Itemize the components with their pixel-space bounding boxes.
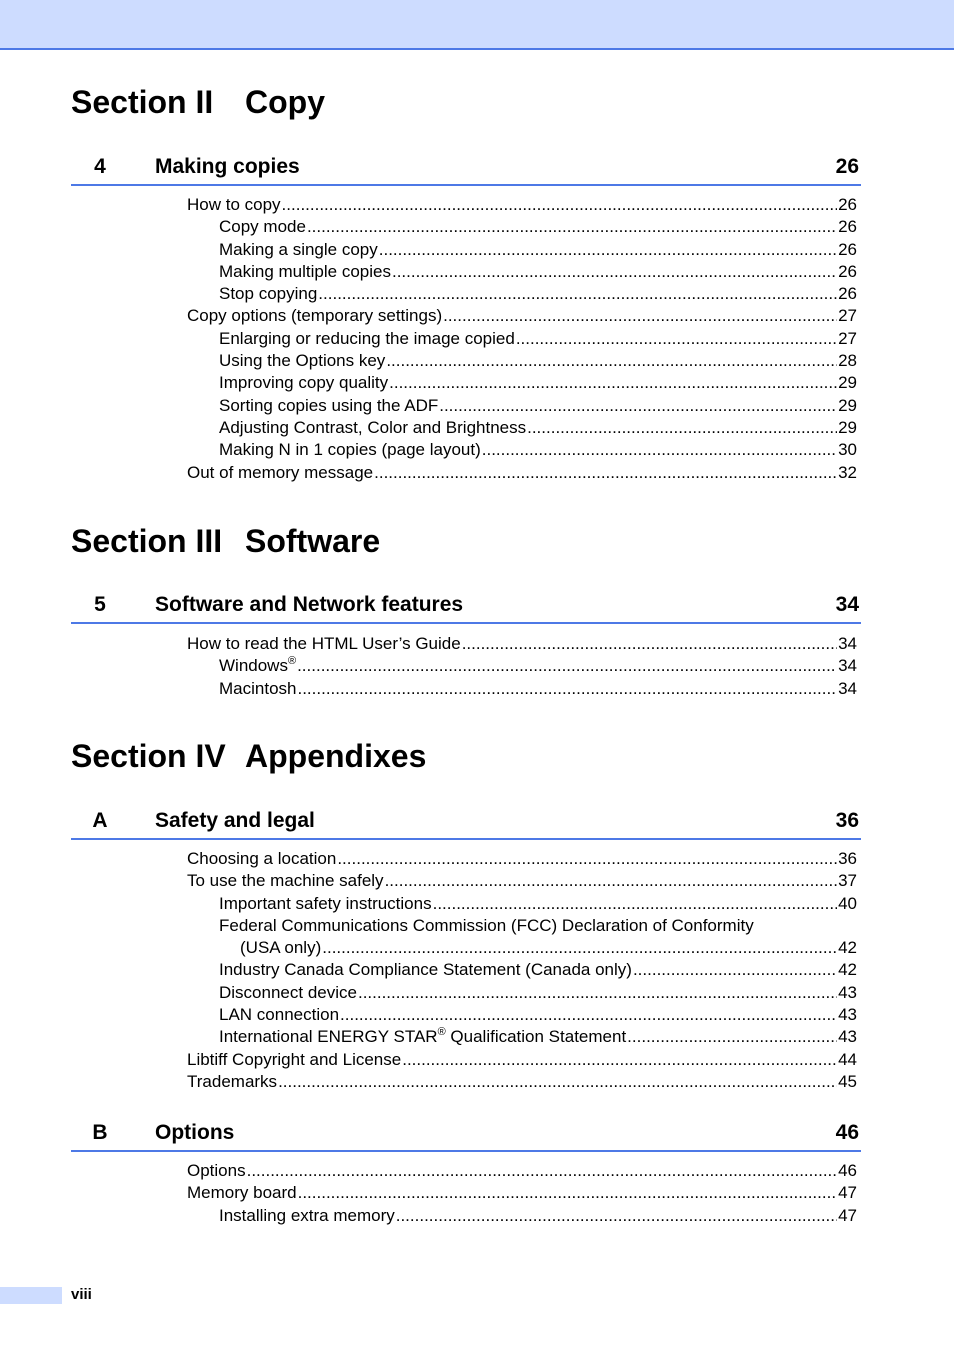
toc-entry-title: Using the Options key bbox=[219, 351, 386, 371]
toc-entry-page: 29 bbox=[838, 373, 857, 393]
dot-leader bbox=[402, 1049, 837, 1071]
toc-entry-title bbox=[219, 1026, 626, 1048]
toc-entry[interactable] bbox=[0, 982, 954, 1004]
toc-entry-title: Making multiple copies bbox=[219, 261, 391, 281]
toc-entry[interactable] bbox=[0, 305, 954, 327]
chapter-title: Options bbox=[155, 1121, 235, 1144]
header-band bbox=[0, 0, 954, 50]
section-title: Copy bbox=[245, 84, 325, 120]
toc-entry-page: 29 bbox=[838, 395, 857, 415]
dot-leader bbox=[379, 239, 837, 261]
dot-leader bbox=[282, 194, 838, 216]
toc-entry[interactable] bbox=[0, 216, 954, 238]
chapter-title: Making copies bbox=[155, 155, 300, 178]
toc-entry[interactable] bbox=[0, 283, 954, 305]
dot-leader bbox=[247, 1160, 837, 1182]
toc-entry-page: 36 bbox=[838, 849, 857, 868]
toc-entry[interactable] bbox=[0, 194, 954, 216]
toc-entry-page: 44 bbox=[838, 1049, 857, 1069]
toc-list bbox=[0, 194, 954, 484]
toc-entry-page: 34 bbox=[838, 634, 857, 653]
toc-entry[interactable] bbox=[0, 372, 954, 394]
chapter-heading bbox=[71, 808, 861, 840]
dot-leader bbox=[298, 1182, 837, 1204]
toc-entry-title: (USA only) bbox=[240, 938, 322, 958]
toc-entry-page: 26 bbox=[838, 195, 857, 214]
dot-leader bbox=[633, 959, 837, 981]
toc-entry[interactable] bbox=[0, 328, 954, 350]
dot-leader bbox=[337, 848, 837, 870]
toc-entry-page: 47 bbox=[838, 1205, 857, 1225]
toc-entry[interactable] bbox=[0, 633, 954, 655]
toc-entry-text: International ENERGY STAR bbox=[219, 1027, 438, 1047]
toc-entry-title: Industry Canada Compliance Statement (Canada only) bbox=[219, 960, 632, 980]
toc-entry-text: Windows bbox=[219, 656, 288, 676]
dot-leader bbox=[358, 982, 837, 1004]
toc-entry-title: Improving copy quality bbox=[219, 373, 389, 393]
toc-entry-page: 42 bbox=[838, 938, 857, 958]
toc-entry-title: Sorting copies using the ADF bbox=[219, 395, 439, 415]
toc-entry-title: LAN connection bbox=[219, 1005, 340, 1025]
toc-entry[interactable] bbox=[0, 848, 954, 870]
toc-entry-title: Important safety instructions bbox=[219, 893, 432, 913]
toc-entry-text-after: Qualification Statement bbox=[445, 1027, 627, 1047]
chapter-title: Software and Network features bbox=[155, 593, 464, 616]
toc-entry-title: Copy mode bbox=[219, 217, 306, 237]
toc-entry[interactable] bbox=[0, 1071, 954, 1093]
dot-leader bbox=[297, 678, 837, 700]
section-number: Section IV bbox=[71, 738, 226, 774]
section-title: Software bbox=[245, 523, 381, 559]
dot-leader bbox=[297, 655, 837, 677]
dot-leader bbox=[389, 372, 837, 394]
toc-entry-title: Making N in 1 copies (page layout) bbox=[219, 440, 481, 460]
toc-entry-page: 43 bbox=[838, 1027, 857, 1047]
chapter-title: Safety and legal bbox=[155, 809, 315, 832]
dot-leader bbox=[482, 439, 837, 461]
toc-entry-page: 37 bbox=[838, 871, 857, 891]
toc-entry[interactable] bbox=[0, 870, 954, 892]
dot-leader bbox=[385, 870, 838, 892]
section-heading bbox=[71, 86, 325, 118]
toc-entry[interactable] bbox=[0, 915, 954, 937]
toc-entry-title: How to read the HTML User’s Guide bbox=[187, 634, 461, 653]
toc-entry-page: 26 bbox=[838, 239, 857, 259]
toc-entry-title: Stop copying bbox=[219, 284, 318, 304]
toc-entry-page: 32 bbox=[838, 462, 857, 482]
toc-entry-page: 45 bbox=[838, 1071, 857, 1091]
toc-list bbox=[0, 633, 954, 700]
toc-entry[interactable] bbox=[0, 239, 954, 261]
dot-leader bbox=[462, 633, 837, 655]
toc-entry[interactable] bbox=[0, 678, 954, 700]
section-number: Section III bbox=[71, 523, 223, 559]
toc-entry-title: Making a single copy bbox=[219, 239, 378, 259]
chapter-page: 34 bbox=[835, 593, 859, 616]
toc-entry-page: 27 bbox=[838, 328, 857, 348]
toc-entry-title bbox=[219, 655, 296, 677]
toc-entry-page: 40 bbox=[838, 893, 857, 913]
chapter-page: 26 bbox=[835, 155, 859, 178]
chapter-number: B bbox=[92, 1121, 108, 1144]
toc-entry-title: Options bbox=[187, 1161, 246, 1180]
toc-entry-page: 28 bbox=[838, 351, 857, 371]
dot-leader bbox=[392, 261, 837, 283]
toc-entry-page: 46 bbox=[838, 1161, 857, 1180]
toc-list bbox=[0, 1160, 954, 1227]
dot-leader bbox=[439, 395, 837, 417]
chapter-page: 36 bbox=[835, 809, 859, 832]
toc-entry-title: To use the machine safely bbox=[187, 871, 384, 891]
toc-entry-title: Out of memory message bbox=[187, 462, 374, 482]
toc-entry[interactable] bbox=[0, 1004, 954, 1026]
dot-leader bbox=[627, 1026, 837, 1048]
section-title: Appendixes bbox=[245, 738, 427, 774]
toc-entry-page: 29 bbox=[838, 417, 857, 437]
toc-entry-title: Copy options (temporary settings) bbox=[187, 306, 443, 326]
section-number: Section II bbox=[71, 84, 214, 120]
dot-leader bbox=[307, 216, 837, 238]
dot-leader bbox=[516, 328, 837, 350]
toc-entry-title: Libtiff Copyright and License bbox=[187, 1049, 402, 1069]
toc-entry-title: Adjusting Contrast, Color and Brightness bbox=[219, 417, 527, 437]
dot-leader bbox=[443, 305, 837, 327]
dot-leader bbox=[374, 462, 837, 484]
chapter-page: 46 bbox=[835, 1121, 859, 1144]
toc-entry[interactable] bbox=[0, 1160, 954, 1182]
toc-entry[interactable] bbox=[0, 937, 954, 959]
section-heading bbox=[71, 740, 426, 772]
toc-entry-page: 26 bbox=[838, 261, 857, 281]
section-heading bbox=[71, 525, 380, 557]
toc-entry-title: How to copy bbox=[187, 195, 281, 214]
toc-entry-page: 27 bbox=[838, 306, 857, 326]
toc-entry[interactable] bbox=[0, 395, 954, 417]
toc-entry[interactable] bbox=[0, 462, 954, 484]
toc-entry[interactable] bbox=[0, 350, 954, 372]
footer-tab bbox=[0, 1287, 62, 1304]
toc-entry-title: Choosing a location bbox=[187, 849, 337, 868]
dot-leader bbox=[396, 1205, 837, 1227]
toc-entry-page: 47 bbox=[838, 1183, 857, 1203]
toc-entry-page: 34 bbox=[838, 678, 857, 698]
toc-entry[interactable] bbox=[0, 1049, 954, 1071]
registered-mark: ® bbox=[437, 1026, 446, 1039]
toc-entry[interactable] bbox=[0, 1205, 954, 1227]
dot-leader bbox=[527, 417, 837, 439]
toc-entry[interactable] bbox=[0, 959, 954, 981]
toc-entry-title: Disconnect device bbox=[219, 982, 357, 1002]
toc-entry[interactable] bbox=[0, 417, 954, 439]
toc-entry[interactable] bbox=[0, 893, 954, 915]
toc-entry-page: 43 bbox=[838, 1005, 857, 1025]
toc-entry-page: 34 bbox=[838, 656, 857, 676]
toc-entry[interactable] bbox=[0, 655, 954, 677]
chapter-number: 4 bbox=[94, 155, 106, 178]
toc-entry[interactable] bbox=[0, 1182, 954, 1204]
dot-leader bbox=[278, 1071, 837, 1093]
toc-entry-page: 42 bbox=[838, 960, 857, 980]
toc-entry-title: Federal Communications Commission (FCC) Declaration of Conformity bbox=[219, 915, 754, 935]
toc-entry-page: 26 bbox=[838, 284, 857, 304]
chapter-heading bbox=[71, 592, 861, 624]
dot-leader bbox=[322, 937, 837, 959]
toc-entry-page: 26 bbox=[838, 217, 857, 237]
toc-entry-page: 30 bbox=[838, 440, 857, 460]
chapter-number: 5 bbox=[94, 593, 106, 616]
toc-entry-title: Macintosh bbox=[219, 678, 297, 698]
dot-leader bbox=[386, 350, 837, 372]
toc-entry-title: Trademarks bbox=[187, 1071, 278, 1091]
toc-entry[interactable] bbox=[0, 261, 954, 283]
toc-entry[interactable] bbox=[0, 439, 954, 461]
chapter-heading bbox=[71, 154, 861, 186]
dot-leader bbox=[340, 1004, 837, 1026]
toc-entry-title: Installing extra memory bbox=[219, 1205, 395, 1225]
toc-entry-page: 43 bbox=[838, 982, 857, 1002]
footer-page-number: viii bbox=[71, 1286, 92, 1303]
toc-list bbox=[0, 848, 954, 1093]
toc-entry[interactable] bbox=[0, 1026, 954, 1048]
toc-entry-title: Enlarging or reducing the image copied bbox=[219, 328, 515, 348]
dot-leader bbox=[433, 893, 837, 915]
toc-entry-title: Memory board bbox=[187, 1183, 297, 1203]
chapter-heading bbox=[71, 1120, 861, 1152]
registered-mark: ® bbox=[287, 655, 297, 668]
chapter-number: A bbox=[92, 809, 108, 832]
dot-leader bbox=[318, 283, 837, 305]
